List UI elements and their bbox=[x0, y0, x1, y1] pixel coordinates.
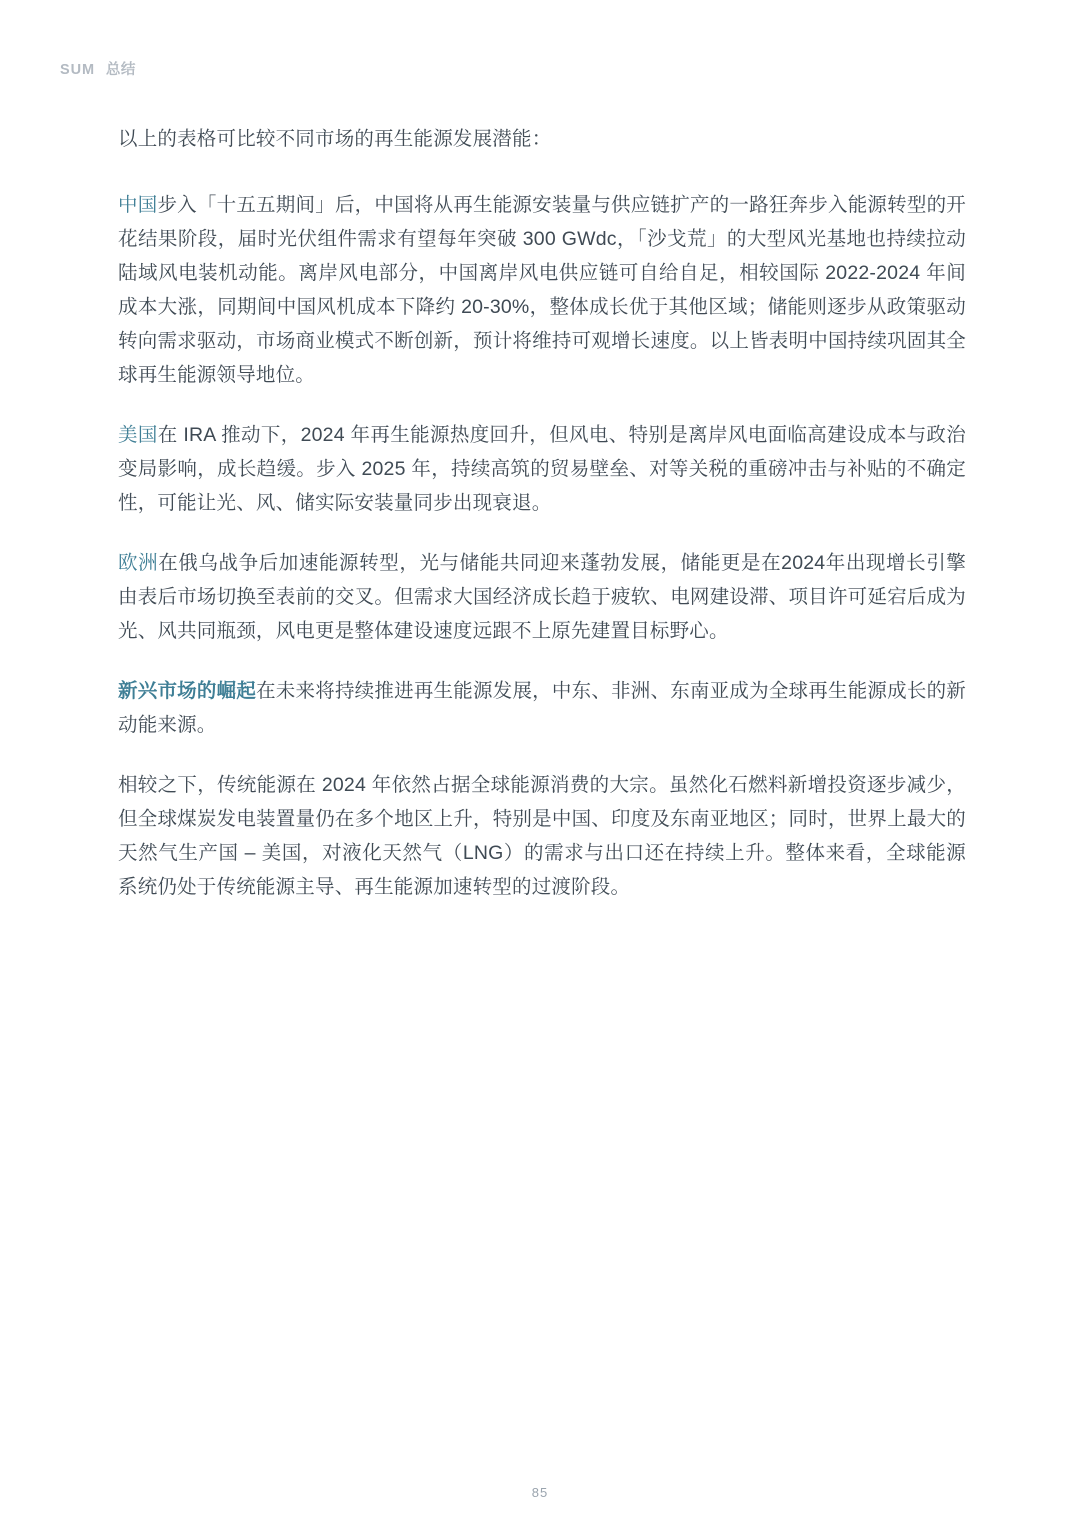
paragraph-body-conventional-energy: 相较之下，传统能源在 2024 年依然占据全球能源消费的大宗。虽然化石燃料新增投资逐步减少，但全球煤炭发电装置量仍在多个地区上升，特别是中国、印度及东南亚地区；同时，世界上最大的天然气生产国 – 美国，对液化天然气（LNG）的需求与出口还在持续上升。整体来看，全球能源系统仍处于传统能源主导、再生能源加速转型的过渡阶段。 bbox=[118, 774, 966, 898]
paragraph-usa bbox=[118, 418, 966, 520]
paragraph-body-china: 步入「十五五期间」后，中国将从再生能源安装量与供应链扩产的一路狂奔步入能源转型的开花结果阶段，届时光伏组件需求有望每年突破 300 GWdc，「沙戈荒」的大型风光基地也持续拉动陆域风电装机动能。离岸风电部分，中国离岸风电供应链可自给自足，相较国际 2022-2024 年间成本大涨，同期间中国风机成本下降约 20-30%，整体成长优于其他区域；储能则逐步从政策驱动转向需求驱动，市场商业模式不断创新，预计将维持可观增长速度。以上皆表明中国持续巩固其全球再生能源领导地位。 bbox=[118, 194, 967, 386]
paragraph-europe bbox=[118, 546, 966, 648]
accent-label-emerging-markets: 新兴市场的崛起 bbox=[118, 680, 257, 702]
paragraph-china bbox=[118, 188, 966, 392]
body-content bbox=[118, 122, 966, 904]
section-code: SUM bbox=[60, 62, 95, 78]
accent-label-china: 中国 bbox=[118, 194, 158, 216]
paragraph-body-emerging-markets: 在未来将持续推进再生能源发展，中东、非洲、东南亚成为全球再生能源成长的新动能来源。 bbox=[118, 680, 967, 736]
paragraph-body-usa: 在 IRA 推动下，2024 年再生能源热度回升，但风电、特别是离岸风电面临高建设成本与政治变局影响，成长趋缓。步入 2025 年，持续高筑的贸易壁垒、对等关税的重磅冲击与补贴的不确定性，可能让光、风、储实际安装量同步出现衰退。 bbox=[118, 424, 966, 514]
lead-paragraph: 以上的表格可比较不同市场的再生能源发展潜能： bbox=[118, 128, 552, 150]
page-number: 85 bbox=[531, 1485, 549, 1500]
paragraph-conventional-energy bbox=[118, 768, 966, 904]
accent-label-usa: 美国 bbox=[118, 424, 158, 446]
running-header bbox=[60, 58, 136, 79]
paragraph-body-europe: 在俄乌战争后加速能源转型，光与储能共同迎来蓬勃发展，储能更是在2024年出现增长引擎由表后市场切换至表前的交叉。但需求大国经济成长趋于疲软、电网建设滞、项目许可延宕后成为光、风共同瓶颈，风电更是整体建设速度远跟不上原先建置目标野心。 bbox=[118, 552, 967, 642]
accent-label-europe: 欧洲 bbox=[118, 552, 159, 574]
paragraph-emerging-markets bbox=[118, 674, 966, 742]
section-name: 总结 bbox=[105, 62, 136, 78]
